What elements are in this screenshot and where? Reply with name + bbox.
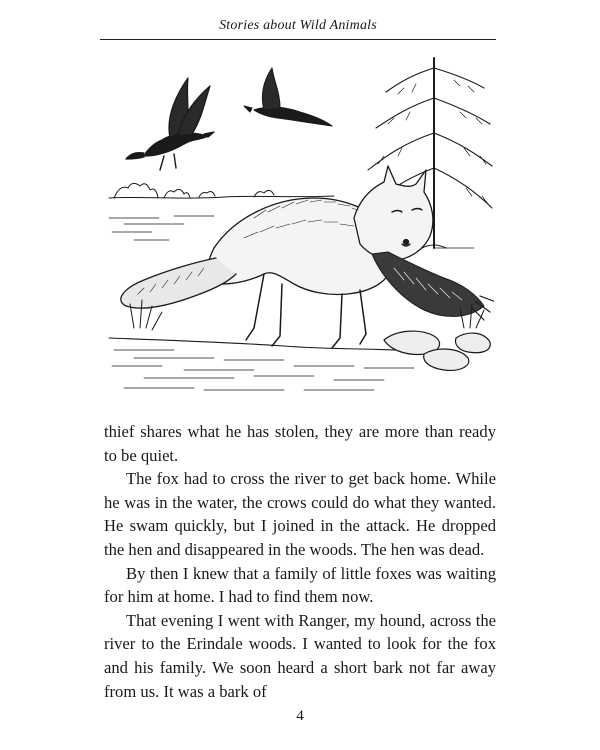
running-header: Stories about Wild Animals: [219, 18, 377, 33]
page-number: 4: [296, 708, 304, 724]
paragraph-1: thief shares what he has stolen, they are more than ready to be quiet.: [104, 422, 496, 465]
fox-illustration: [104, 48, 494, 398]
paragraph-4: That evening I went with Ranger, my hound, across the river to the Erindale woods. I wanted to look for the fox and his family. We soon heard a short bark not far away from us. It was a bark of: [104, 610, 496, 701]
paragraph-2: The fox had to cross the river to get back home. While he was in the water, the crows could do what they wanted. He swam quickly, but I joined in the attack. He dropped the hen and disappeared in the woods. The hen was dead.: [104, 469, 496, 559]
paragraph-3: By then I knew that a family of little foxes was waiting for him at home. I had to find them now.: [104, 563, 496, 607]
header-rule: [100, 39, 496, 40]
story-text: [104, 420, 496, 703]
